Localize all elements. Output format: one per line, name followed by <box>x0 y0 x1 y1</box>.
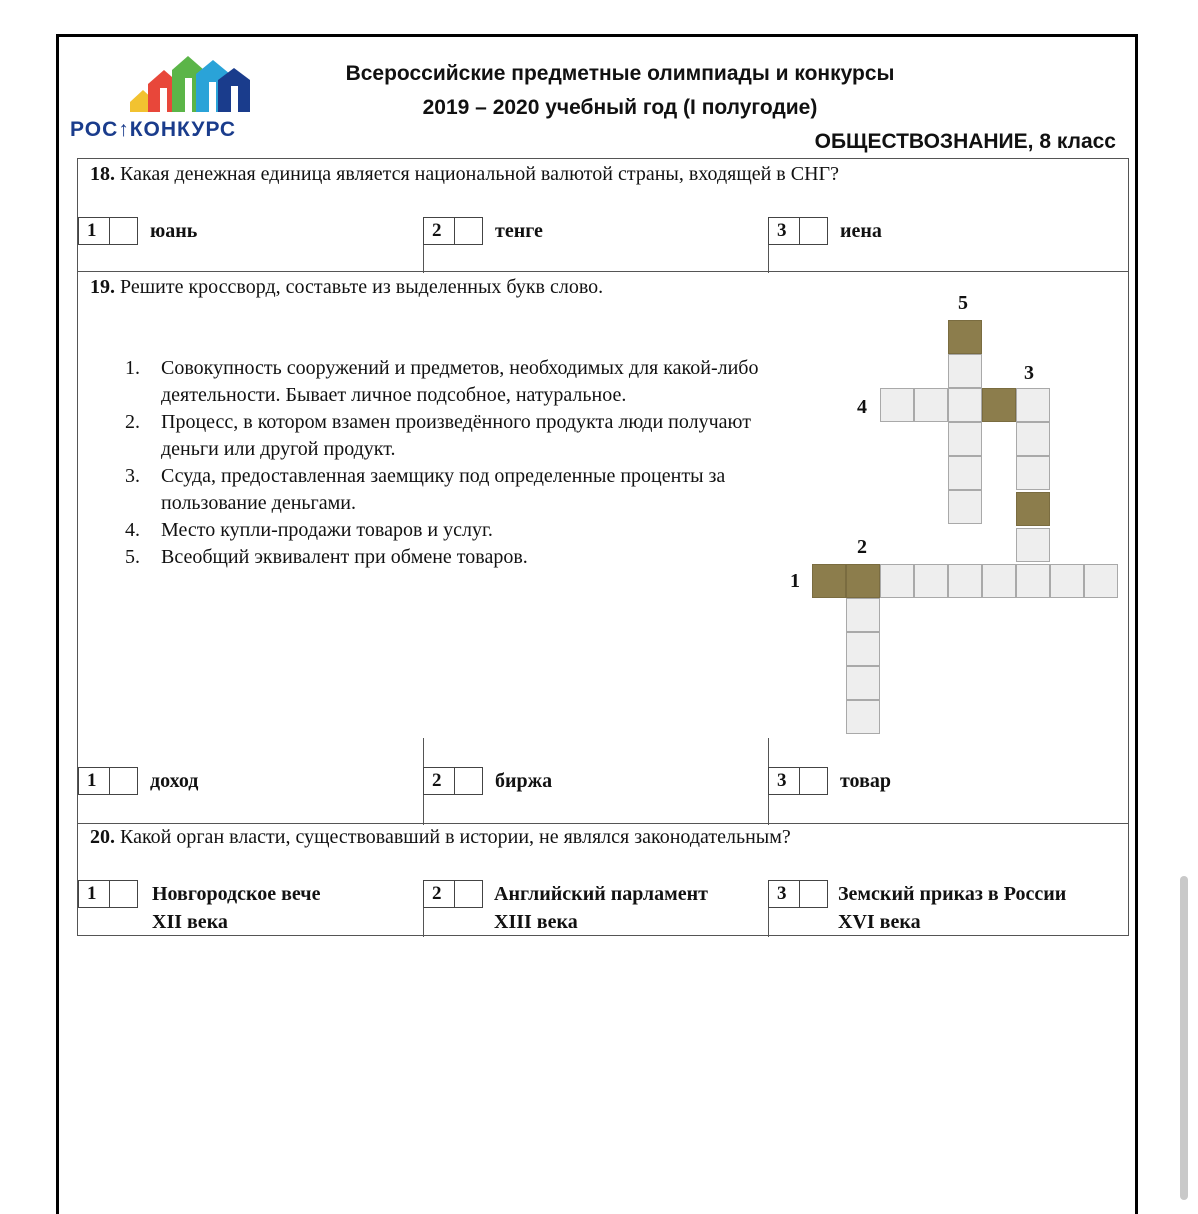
option-label-line2: XVI века <box>838 911 921 933</box>
crossword-label: 4 <box>857 396 867 418</box>
logo-text: РОС↑КОНКУРС <box>70 118 237 141</box>
crossword-cell[interactable] <box>1084 564 1118 598</box>
option-number: 2 <box>423 767 455 795</box>
header-title-line1: Всероссийские предметные олимпиады и конкурсы <box>345 62 895 85</box>
option-number: 2 <box>423 880 455 908</box>
crossword-cell[interactable] <box>914 564 948 598</box>
question-prompt: Какая денежная единица является национальной валютой страны, входящей в СНГ? <box>115 163 839 185</box>
option-number: 3 <box>768 217 800 245</box>
question-18-text <box>90 163 839 186</box>
clue-item <box>125 355 765 409</box>
option-number: 3 <box>768 767 800 795</box>
option-label-line2: XII века <box>152 911 228 933</box>
option-label <box>152 880 320 936</box>
option-label: тенге <box>495 220 543 242</box>
answer-checkbox[interactable] <box>455 767 483 795</box>
question-number: 19. <box>90 276 115 298</box>
crossword-label: 5 <box>958 292 968 314</box>
crossword-label: 2 <box>857 536 867 558</box>
crossword-cell[interactable] <box>1016 388 1050 422</box>
answer-checkbox[interactable] <box>110 880 138 908</box>
crossword-cell[interactable] <box>812 564 846 598</box>
crossword-cell[interactable] <box>948 490 982 524</box>
crossword-cell[interactable] <box>948 320 982 354</box>
option-number: 1 <box>78 217 110 245</box>
option-label-line1: Земский приказ в России <box>838 883 1067 905</box>
crossword-cell[interactable] <box>1016 528 1050 562</box>
crossword-label: 3 <box>1024 362 1034 384</box>
option-label <box>838 880 1066 936</box>
option-label: товар <box>840 770 891 792</box>
question-number: 20. <box>90 826 115 848</box>
clue-number: 2. <box>125 411 140 433</box>
option-number: 3 <box>768 880 800 908</box>
subject-title: ОБЩЕСТВОЗНАНИЕ, 8 класс <box>814 130 1116 153</box>
answer-checkbox[interactable] <box>110 217 138 245</box>
question-number: 18. <box>90 163 115 185</box>
answer-option-1[interactable] <box>78 217 138 245</box>
answer-option-1[interactable] <box>78 767 138 795</box>
option-label <box>494 880 708 936</box>
option-label-line2: XIII века <box>494 911 578 933</box>
clue-item <box>125 409 765 463</box>
crossword-cell[interactable] <box>1016 456 1050 490</box>
clue-number: 3. <box>125 465 140 487</box>
answer-checkbox[interactable] <box>800 767 828 795</box>
clue-text: Процесс, в котором взамен произведённого продукта люди получают деньги или другой продукт. <box>161 411 751 460</box>
answer-option-2[interactable] <box>423 217 483 245</box>
crossword-cell[interactable] <box>880 388 914 422</box>
crossword-cell[interactable] <box>1050 564 1084 598</box>
answer-option-1[interactable] <box>78 880 138 908</box>
answer-option-3[interactable] <box>768 767 828 795</box>
option-number: 1 <box>78 880 110 908</box>
clue-text: Совокупность сооружений и предметов, необходимых для какой-либо деятельности. Бывает личное подсобное, натуральное. <box>161 357 759 406</box>
answer-option-2[interactable] <box>423 880 483 908</box>
option-label-line1: Новгородское вече <box>152 883 321 905</box>
option-label-line1: Английский парламент <box>494 883 708 905</box>
crossword-cell[interactable] <box>846 700 880 734</box>
crossword-cell[interactable] <box>914 388 948 422</box>
crossword-cell[interactable] <box>880 564 914 598</box>
option-label: доход <box>150 770 199 792</box>
clue-text: Место купли-продажи товаров и услуг. <box>161 519 493 541</box>
clue-text: Ссуда, предоставленная заемщику под определенные проценты за пользование деньгами. <box>161 465 726 514</box>
crossword-cell[interactable] <box>846 564 880 598</box>
option-number: 2 <box>423 217 455 245</box>
answer-checkbox[interactable] <box>110 767 138 795</box>
question-20 <box>77 823 1129 936</box>
question-18 <box>77 158 1129 272</box>
option-label: иена <box>840 220 882 242</box>
answer-checkbox[interactable] <box>455 217 483 245</box>
crossword-cell[interactable] <box>1016 492 1050 526</box>
clue-item <box>125 517 765 544</box>
scrollbar[interactable] <box>1180 876 1188 1200</box>
question-19-text <box>90 276 603 299</box>
answer-checkbox[interactable] <box>455 880 483 908</box>
crossword-cell[interactable] <box>846 598 880 632</box>
option-number: 1 <box>78 767 110 795</box>
crossword-label: 1 <box>790 570 800 592</box>
clue-text: Всеобщий эквивалент при обмене товаров. <box>161 546 528 568</box>
crossword-cell[interactable] <box>982 388 1016 422</box>
crossword-cell[interactable] <box>948 354 982 388</box>
clue-number: 4. <box>125 519 140 541</box>
option-label: биржа <box>495 770 553 792</box>
clue-number: 5. <box>125 546 140 568</box>
crossword-cell[interactable] <box>1016 564 1050 598</box>
crossword-clues <box>125 355 765 571</box>
crossword-cell[interactable] <box>1016 422 1050 456</box>
answer-option-3[interactable] <box>768 217 828 245</box>
crossword-cell[interactable] <box>948 388 982 422</box>
answer-checkbox[interactable] <box>800 880 828 908</box>
question-prompt: Какой орган власти, существовавший в истории, не являлся законодательным? <box>115 826 791 848</box>
question-prompt: Решите кроссворд, составьте из выделенных букв слово. <box>115 276 604 298</box>
clue-item <box>125 544 765 571</box>
crossword-cell[interactable] <box>846 632 880 666</box>
answer-option-2[interactable] <box>423 767 483 795</box>
header-title-line2: 2019 – 2020 учебный год (I полугодие) <box>422 96 818 119</box>
crossword-cell[interactable] <box>846 666 880 700</box>
answer-checkbox[interactable] <box>800 217 828 245</box>
clue-number: 1. <box>125 357 140 379</box>
clue-item <box>125 463 765 517</box>
option-label: юань <box>150 220 198 242</box>
crossword-cell[interactable] <box>948 422 982 456</box>
crossword-cell[interactable] <box>948 456 982 490</box>
crossword-cell[interactable] <box>948 564 982 598</box>
crossword-cell[interactable] <box>982 564 1016 598</box>
question-20-text <box>90 826 791 849</box>
answer-option-3[interactable] <box>768 880 828 908</box>
